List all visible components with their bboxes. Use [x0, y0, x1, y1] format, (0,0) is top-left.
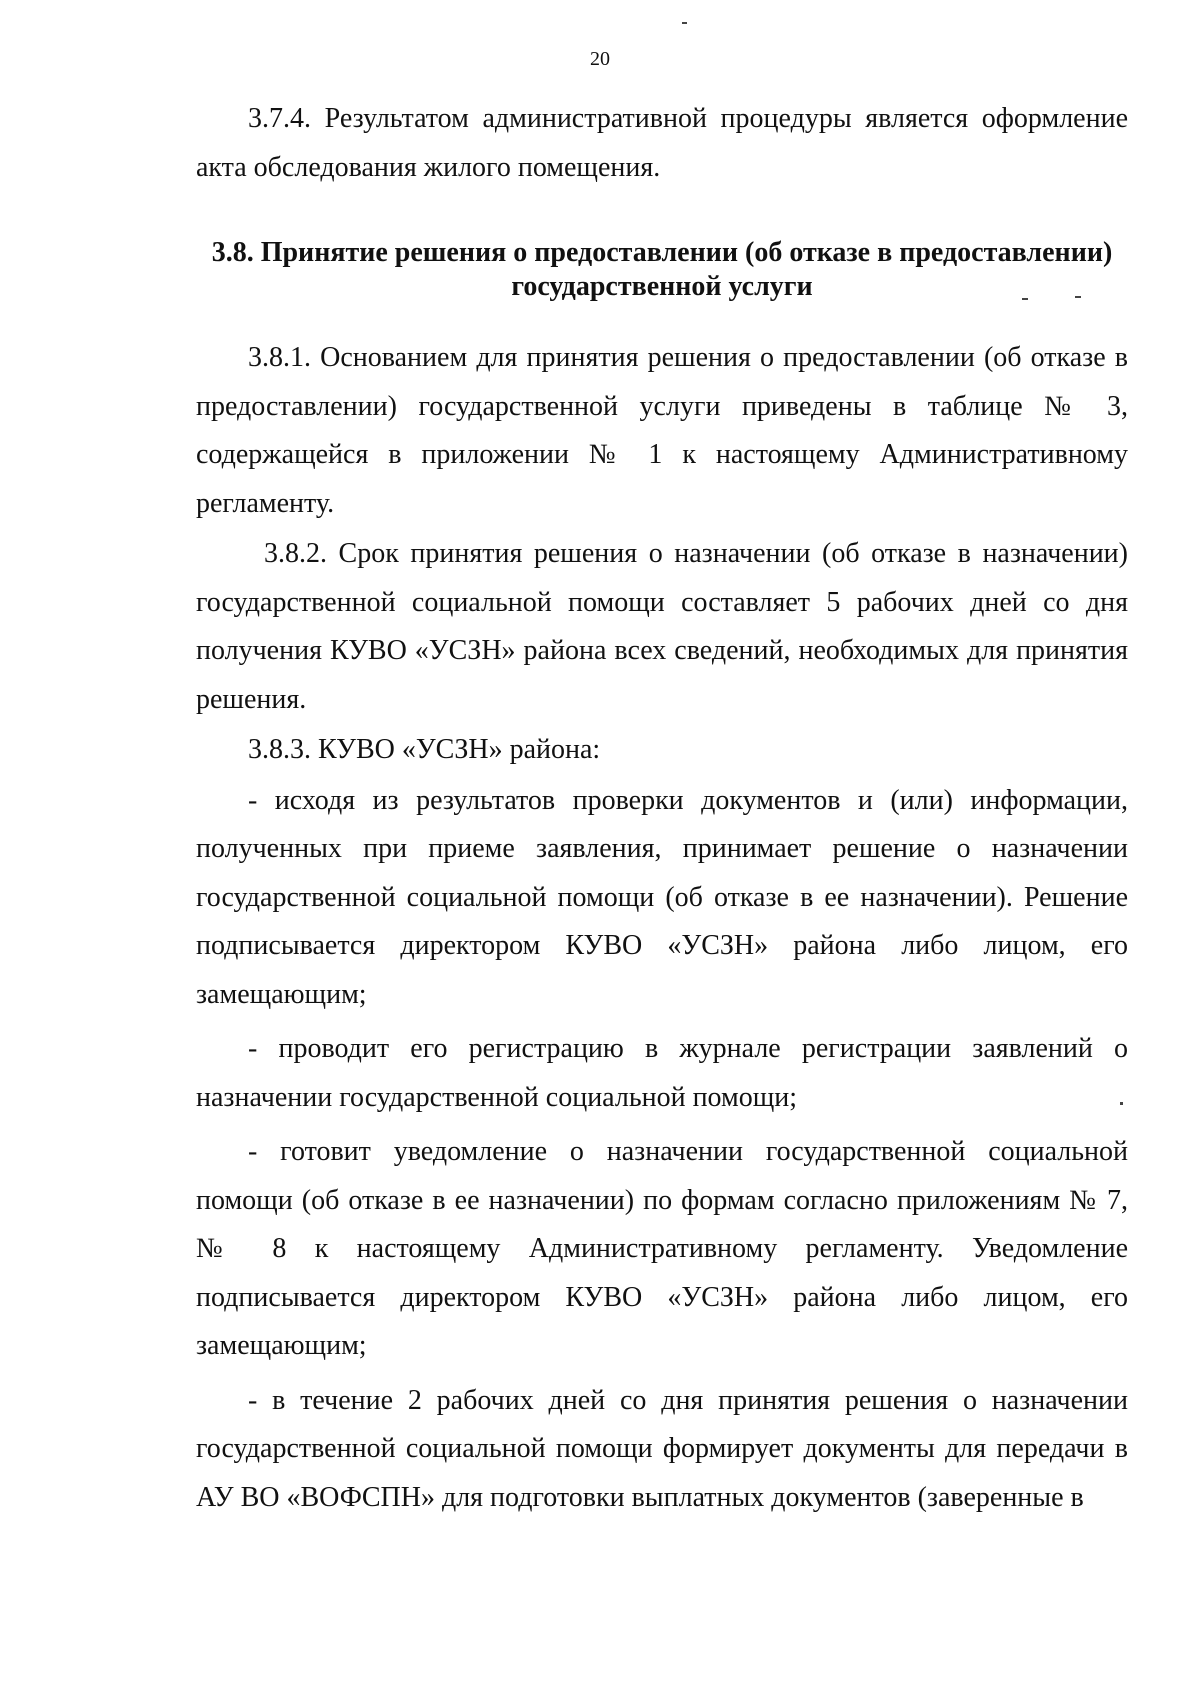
list-item-decision: - исходя из результатов проверки документов и (или) информации, полученных при приеме заявления, принимает решение о назначении государственной социальной помощи (об отказе в ее назначении). Решение подписывается директором КУВО «УСЗН» района либо лицом, его замещающим;: [196, 784, 1128, 1010]
page-number: 20: [590, 48, 610, 70]
document-body: [196, 95, 1128, 1522]
scan-mark: [1075, 296, 1081, 298]
list-item-notification: - готовит уведомление о назначении государственной социальной помощи (об отказе в ее назначении) по формам согласно приложениям № 7, № 8 к настоящему Административному регламенту. Уведомление подписывается директором КУВО «УСЗН» района либо лицом, его замещающим;: [196, 1136, 1128, 1361]
heading-line-2: государственной услуги: [511, 271, 813, 302]
list-item-documents-transfer: - в течение 2 рабочих дней со дня принятия решения о назначении государственной социальной помощи формирует документы для передачи в АУ ВО «ВОФСПН» для подготовки выплатных документов (заверенные в: [196, 1384, 1128, 1513]
heading-line-1: 3.8. Принятие решения о предоставлении (об отказе в предоставлении): [211, 237, 1113, 268]
list-item-registration: - проводит его регистрацию в журнале регистрации заявлений о назначении государственной социальной помощи;: [196, 1033, 1128, 1113]
scan-mark: [682, 22, 687, 24]
paragraph-3-8-2: 3.8.2. Срок принятия решения о назначении (об отказе в назначении) государственной социальной помощи составляет 5 рабочих дней со дня получения КУВО «УСЗН» района всех сведений, необходимых для принятия решения.: [196, 538, 1128, 715]
section-heading-3-8: [196, 236, 1128, 304]
paragraph-3-8-3: 3.8.3. КУВО «УСЗН» района:: [248, 734, 601, 765]
scan-mark: [1022, 298, 1028, 300]
paragraph-3-7-4: 3.7.4. Результатом административной процедуры является оформление акта обследования жилого помещения.: [196, 103, 1128, 183]
paragraph-3-8-1: 3.8.1. Основанием для принятия решения о предоставлении (об отказе в предоставлении) государственной услуги приведены в таблице № 3, содержащейся в приложении № 1 к настоящему Административному регламенту.: [196, 342, 1128, 519]
scan-mark: [1120, 1102, 1123, 1105]
